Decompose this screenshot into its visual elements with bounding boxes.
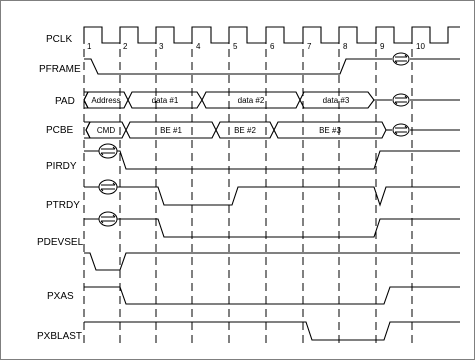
- signal-label-pxblast: PXBLAST: [37, 331, 83, 342]
- signal-label-pirdy: PIRDY: [46, 161, 77, 172]
- pcbe-segment-be-1: BE #1: [160, 126, 182, 135]
- signal-label-pdevsel: PDEVSEL: [37, 237, 84, 248]
- signal-label-pxas: PXAS: [47, 291, 74, 302]
- turnaround-icon: [393, 53, 409, 65]
- clock-tick-2: 2: [123, 42, 128, 51]
- pcbe-segment-be-3: BE #3: [319, 126, 341, 135]
- pad-segment-data-2: data #2: [237, 96, 265, 105]
- turnaround-icon: [99, 180, 117, 194]
- clock-tick-7: 7: [307, 42, 312, 51]
- pad-segment-data-1: data #1: [151, 96, 179, 105]
- clock-tick-10: 10: [416, 42, 425, 51]
- clock-tick-6: 6: [270, 42, 275, 51]
- pcbe-segment-be-2: BE #2: [234, 126, 256, 135]
- signal-label-ptrdy: PTRDY: [46, 200, 80, 211]
- turnaround-icon: [393, 94, 409, 106]
- turnaround-icon: [99, 144, 117, 158]
- turnaround-icon: [99, 212, 117, 226]
- clock-tick-8: 8: [343, 42, 348, 51]
- clock-tick-9: 9: [380, 42, 385, 51]
- signal-label-pcbe: PCBE: [46, 125, 74, 136]
- clock-tick-5: 5: [233, 42, 238, 51]
- signal-label-pframe: PFRAME: [39, 64, 81, 75]
- clock-tick-4: 4: [196, 42, 201, 51]
- clock-tick-3: 3: [159, 42, 164, 51]
- signal-label-pclk: PCLK: [46, 34, 73, 45]
- signal-label-pad: PAD: [55, 96, 75, 107]
- turnaround-icon: [393, 124, 409, 136]
- pcbe-segment-cmd: CMD: [96, 126, 116, 135]
- clock-tick-1: 1: [87, 42, 92, 51]
- pad-segment-address: Address: [91, 96, 121, 105]
- pad-segment-data-3: data #3: [322, 96, 350, 105]
